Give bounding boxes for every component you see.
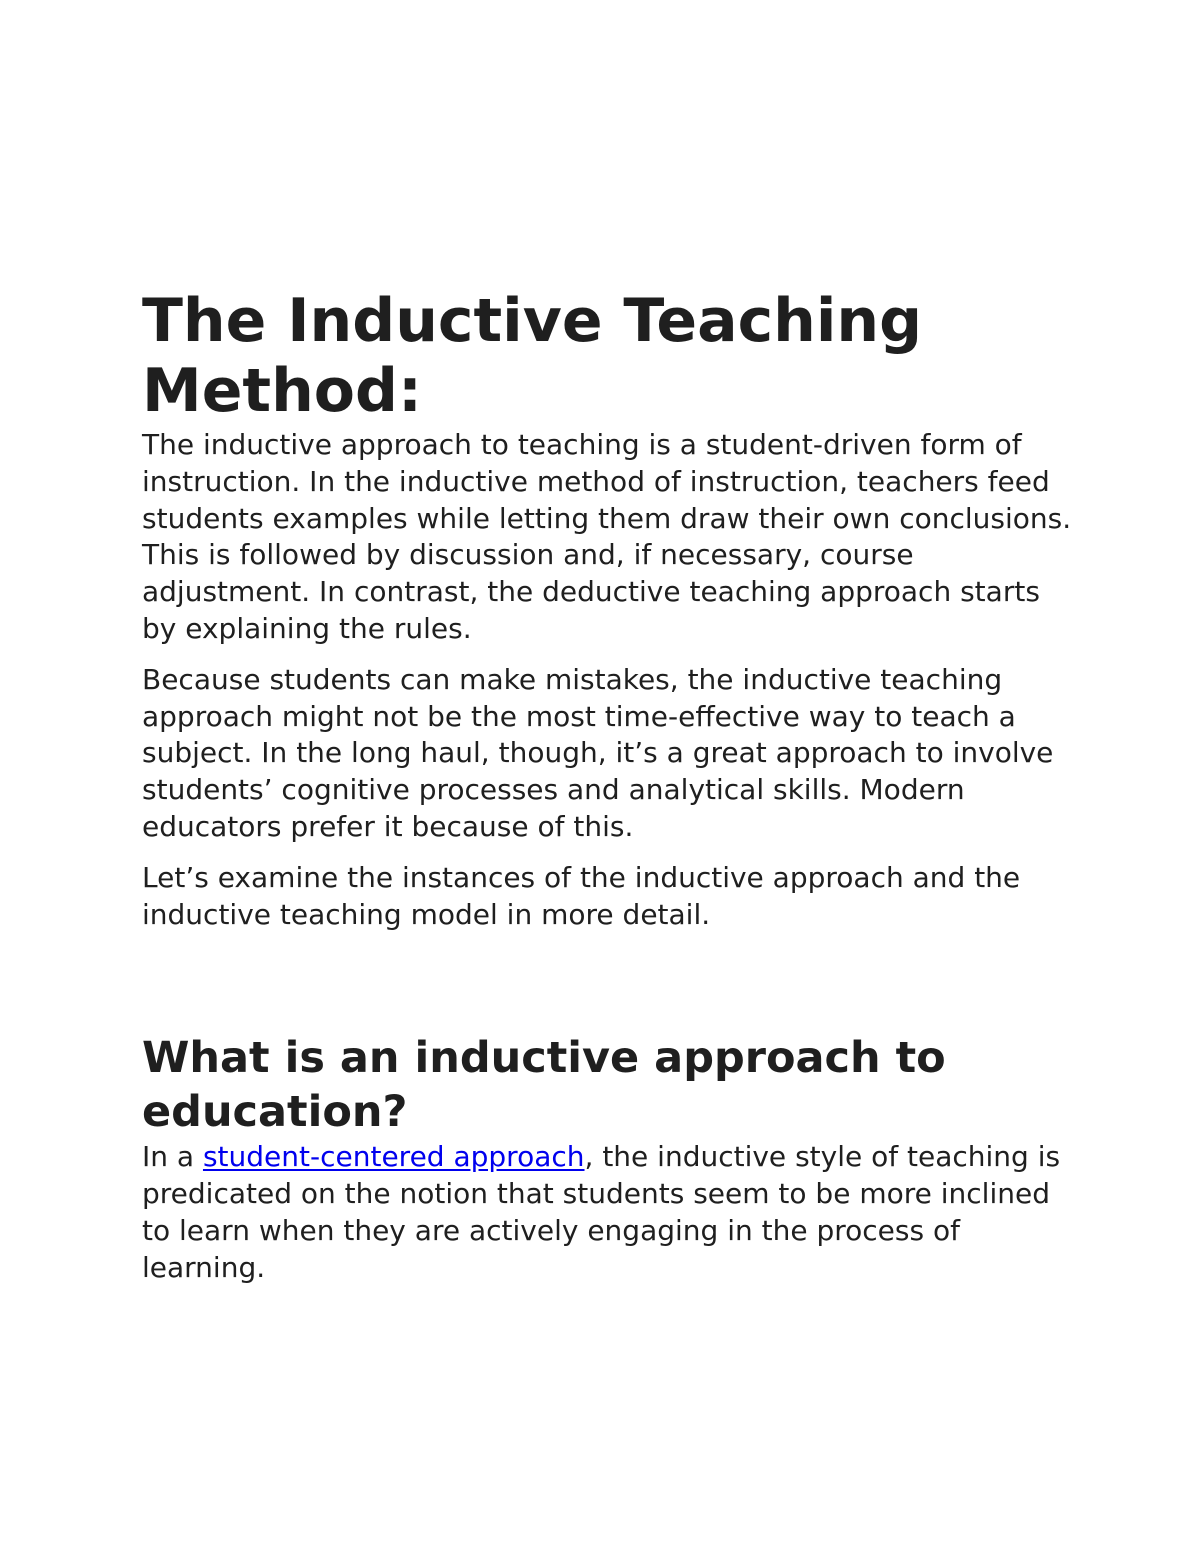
- document-page: [142, 286, 1072, 1287]
- paragraph-mistakes: Because students can make mistakes, the inductive teaching approach might not be the most time-effective way to teach a subject. In the long haul, though, it’s a great approach to involve students’ cognitive processes and analytical skills. Modern educators prefer it because of this.: [142, 662, 1054, 843]
- paragraph-intro: The inductive approach to teaching is a student-driven form of instruction. In the inductive method of instruction, teachers feed students examples while letting them draw their own conclusions. This is followed by discussion and, if necessary, course adjustment. In contrast, the deductive teaching approach starts by explaining the rules.: [142, 428, 1072, 645]
- student-centered-approach-link[interactable]: student-centered approach: [202, 1140, 585, 1174]
- heading-inductive-teaching-method: The Inductive Teaching Method:: [142, 286, 923, 426]
- section-inductive-method: [142, 286, 1072, 933]
- paragraph-examine: Let’s examine the instances of the inductive approach and the inductive teaching model in more detail.: [142, 860, 1021, 931]
- text-before-link: In a: [142, 1140, 203, 1174]
- section-what-is-inductive: [142, 1031, 1072, 1286]
- text-after-link: , the inductive style of teaching is predicated on the notion that students seem to be more inclined to learn when they are actively engaging in the process of learning.: [142, 1140, 1061, 1284]
- heading-what-is-inductive-approach: What is an inductive approach to education?: [142, 1033, 946, 1138]
- paragraph-student-centered: [142, 1139, 1072, 1286]
